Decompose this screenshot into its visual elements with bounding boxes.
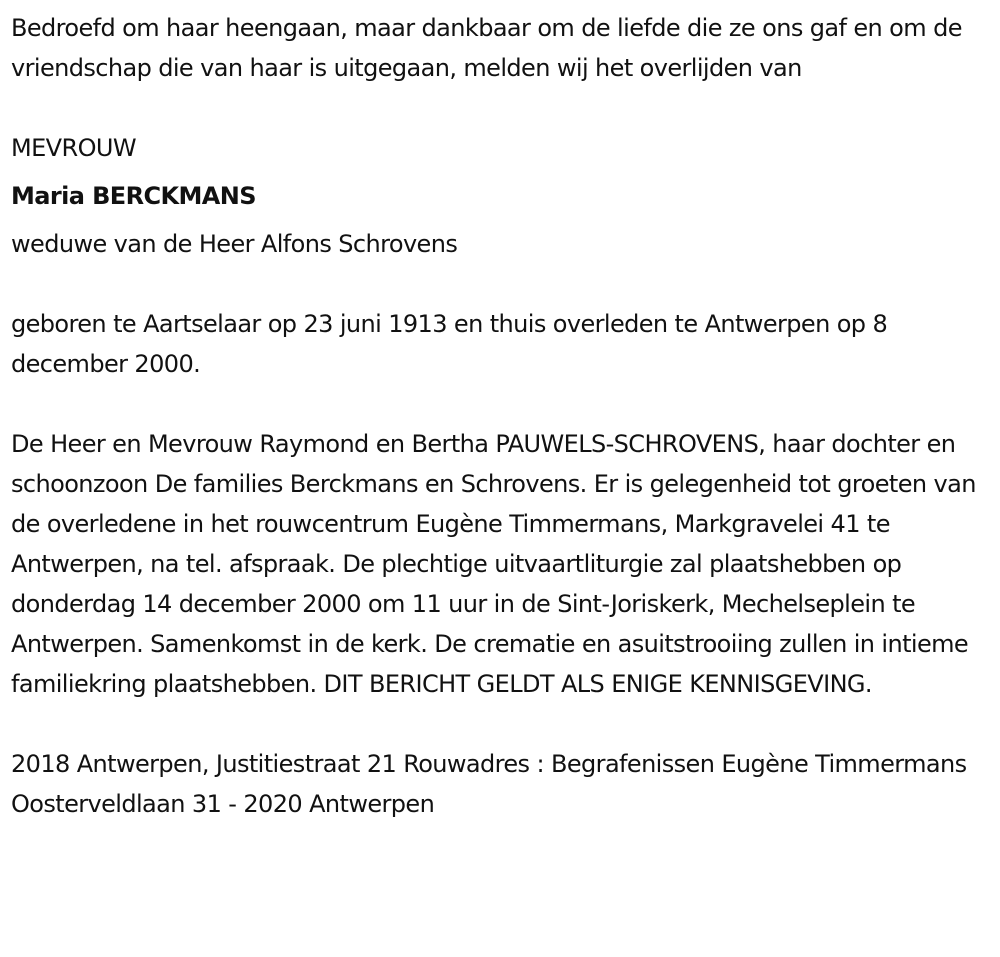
obituary-notice [11,8,996,824]
family-arrangements-paragraph: De Heer en Mevrouw Raymond en Bertha PAUWELS-SCHROVENS, haar dochter en schoonzoon De families Berckmans en Schrovens. Er is gelegenheid tot groeten van de overledene in het rouwcentrum Eugène Timmermans, Markgravelei 41 te Antwerpen, na tel. afspraak. De plechtige uitvaartliturgie zal plaatshebben op donderdag 14 december 2000 om 11 uur in de Sint-Joriskerk, Mechelseplein te Antwerpen. Samenkomst in de kerk. De crematie en asuitstrooiing zullen in intieme familiekring plaatshebben. DIT BERICHT GELDT ALS ENIGE KENNISGEVING. [11,430,976,698]
spacer [11,88,996,128]
title-prefix: MEVROUW [11,134,136,162]
deceased-name: Maria BERCKMANS [11,182,256,210]
spacer [11,384,996,424]
birth-death-paragraph: geboren te Aartselaar op 23 juni 1913 en thuis overleden te Antwerpen op 8 december 2000. [11,310,888,378]
relation-line: weduwe van de Heer Alfons Schrovens [11,230,458,258]
spacer [11,264,996,304]
spacer [11,704,996,744]
address-paragraph: 2018 Antwerpen, Justitiestraat 21 Rouwadres : Begrafenissen Eugène Timmermans Oosterveldlaan 31 - 2020 Antwerpen [11,750,967,818]
intro-paragraph: Bedroefd om haar heengaan, maar dankbaar om de liefde die ze ons gaf en om de vriendschap die van haar is uitgegaan, melden wij het overlijden van [11,14,962,82]
